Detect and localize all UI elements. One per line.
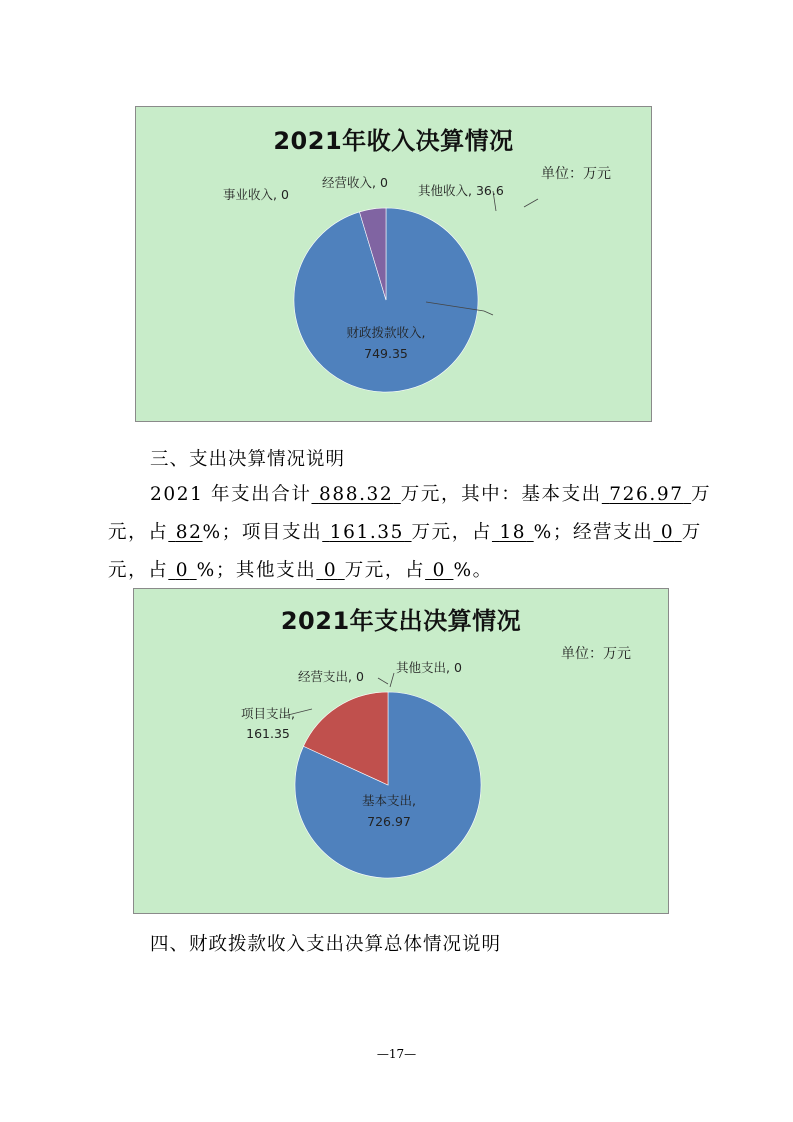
label-jingying: 经营收入, 0 [322, 175, 388, 190]
para-line-2: 元，占 82%；项目支出 161.35 万元，占 18 %；经营支出 0 万 [108, 522, 702, 543]
label-jiben-name: 基本支出, [362, 793, 416, 808]
para-line-1: 2021 年支出合计​ 888.32 万元，其中：基本支出 726.97 万 [150, 484, 712, 505]
para-line-3: 元，占 0 %；其他支出 0 万元，占 0 %。 [108, 560, 493, 581]
label-czbk-value: 749.35 [364, 346, 408, 361]
label-xiangmu-value: 161.35 [246, 726, 290, 741]
label-jingying-zc: 经营支出, 0 [298, 669, 364, 684]
expenditure-pie [134, 589, 670, 915]
expenditure-chart [133, 588, 669, 914]
section4-heading: 四、财政拨款收入支出决算总体情况说明 [150, 934, 502, 955]
label-shiye: 事业收入, 0 [223, 187, 289, 202]
label-czbk-name: 财政拨款收入, [346, 325, 426, 340]
leader-line-jingying-zc [378, 678, 388, 684]
label-xiangmu-name: 项目支出, [241, 706, 295, 721]
leader-line-qita-zc [390, 673, 394, 687]
page-number: —17— [376, 1047, 417, 1061]
leader-line-qita [524, 199, 538, 207]
income-chart [135, 106, 652, 422]
income-unit-label: 单位：万元 [541, 166, 611, 182]
label-jiben-value: 726.97 [367, 814, 411, 829]
expenditure-chart-title: 2021年支出决算情况 [280, 607, 522, 635]
expenditure-unit-label: 单位：万元 [561, 646, 631, 662]
label-qita: 其他收入, 36.6 [418, 183, 504, 198]
label-qita-zc: 其他支出, 0 [396, 660, 462, 675]
income-chart-title: 2021年收入决算情况 [273, 127, 514, 155]
section3-heading: 三、支出决算情况说明 [150, 449, 346, 470]
income-pie [136, 107, 653, 423]
